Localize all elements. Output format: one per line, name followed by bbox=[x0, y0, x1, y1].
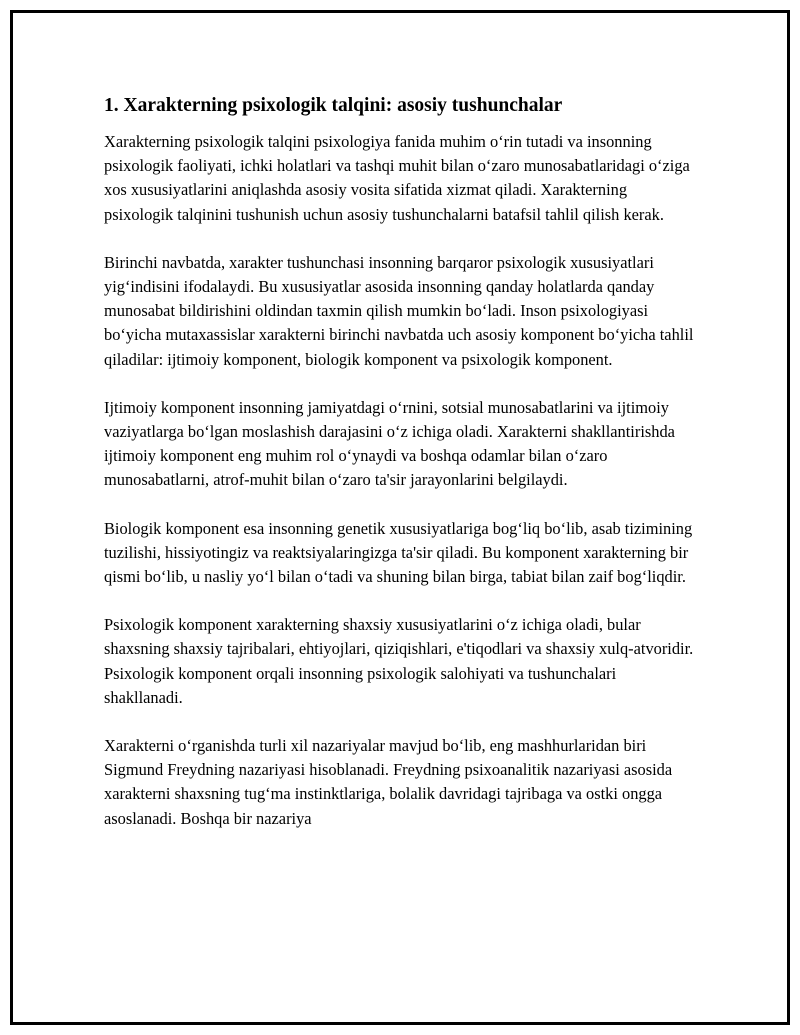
section-heading: 1. Xarakterning psixologik talqini: asosiy tushunchalar bbox=[104, 95, 563, 116]
paragraph-social-component: Ijtimoiy komponent insonning jamiyatdagi o‘rnini, sotsial munosabatlarini va ijtimoiy vaziyatlarga bo‘lgan moslashish darajasini o‘z ichiga oladi. Xarakterni shakllantirishda ijtimoiy komponent eng muhim rol o‘ynaydi va boshqa odamlar bilan o‘zaro munosabatlarni, atrof-muhit bilan o‘zaro ta'sir jarayonlarini belgilaydi. bbox=[104, 397, 675, 490]
paragraph-biological-component: Biologik komponent esa insonning genetik xususiyatlariga bog‘liq bo‘lib, asab tizimining tuzilishi, hissiyotingiz va reaktsiyalaringizga ta'sir qiladi. Bu komponent xarakterning bir qismi bo‘lib, u nasliy yo‘l bilan o‘tadi va shuning bilan birga, tabiat bilan zaif bog‘liqdir. bbox=[104, 518, 693, 587]
paragraph-character-definition: Birinchi navbatda, xarakter tushunchasi insonning barqaror psixologik xususiyatlari yig‘indisini ifodalaydi. Bu xususiyatlar asosida insonning qanday holatlarda qanday munosabat bildirishini oldindan taxmin qilish mumkin bo‘ladi. Inson psixologiyasi bo‘yicha mutaxassislar xarakterni birinchi navbatda uch asosiy komponent bo‘yicha tahlil qiladilar: ijtimoiy komponent, biologik komponent va psixologik komponent. bbox=[104, 252, 694, 369]
paragraph-theories: Xarakterni o‘rganishda turli xil nazariyalar mavjud bo‘lib, eng mashhurlaridan biri Sigmund Freydning nazariyasi hisoblanadi. Freydning psixoanalitik nazariyasi asosida xarakterni shaxsning tug‘ma instinktlariga, bolalik davridagi tajribaga va ostki ongga asoslanadi. Boshqa bir nazariya bbox=[104, 736, 673, 828]
paragraph-intro: Xarakterning psixologik talqini psixologiya fanida muhim o‘rin tutadi va insonning psixologik faoliyati, ichki holatlari va tashqi muhit bilan o‘zaro munosabatlaridagi o‘ziga xos xususiyatlarini aniqlashda asosiy vosita sifatida xizmat qiladi. Xarakterning psixologik talqinini tushunish uchun asosiy tushunchalarni batafsil tahlil qilish kerak. bbox=[104, 132, 690, 224]
document-body bbox=[104, 94, 694, 855]
paragraph-psychological-component: Psixologik komponent xarakterning shaxsiy xususiyatlarini o‘z ichiga oladi, bular shaxsning shaxsiy tajribalari, ehtiyojlari, qiziqishlari, e'tiqodlari va shaxsiy xulq-atvoridir. Psixologik komponent orqali insonning psixologik salohiyati va tushunchalari shakllanadi. bbox=[104, 615, 694, 707]
